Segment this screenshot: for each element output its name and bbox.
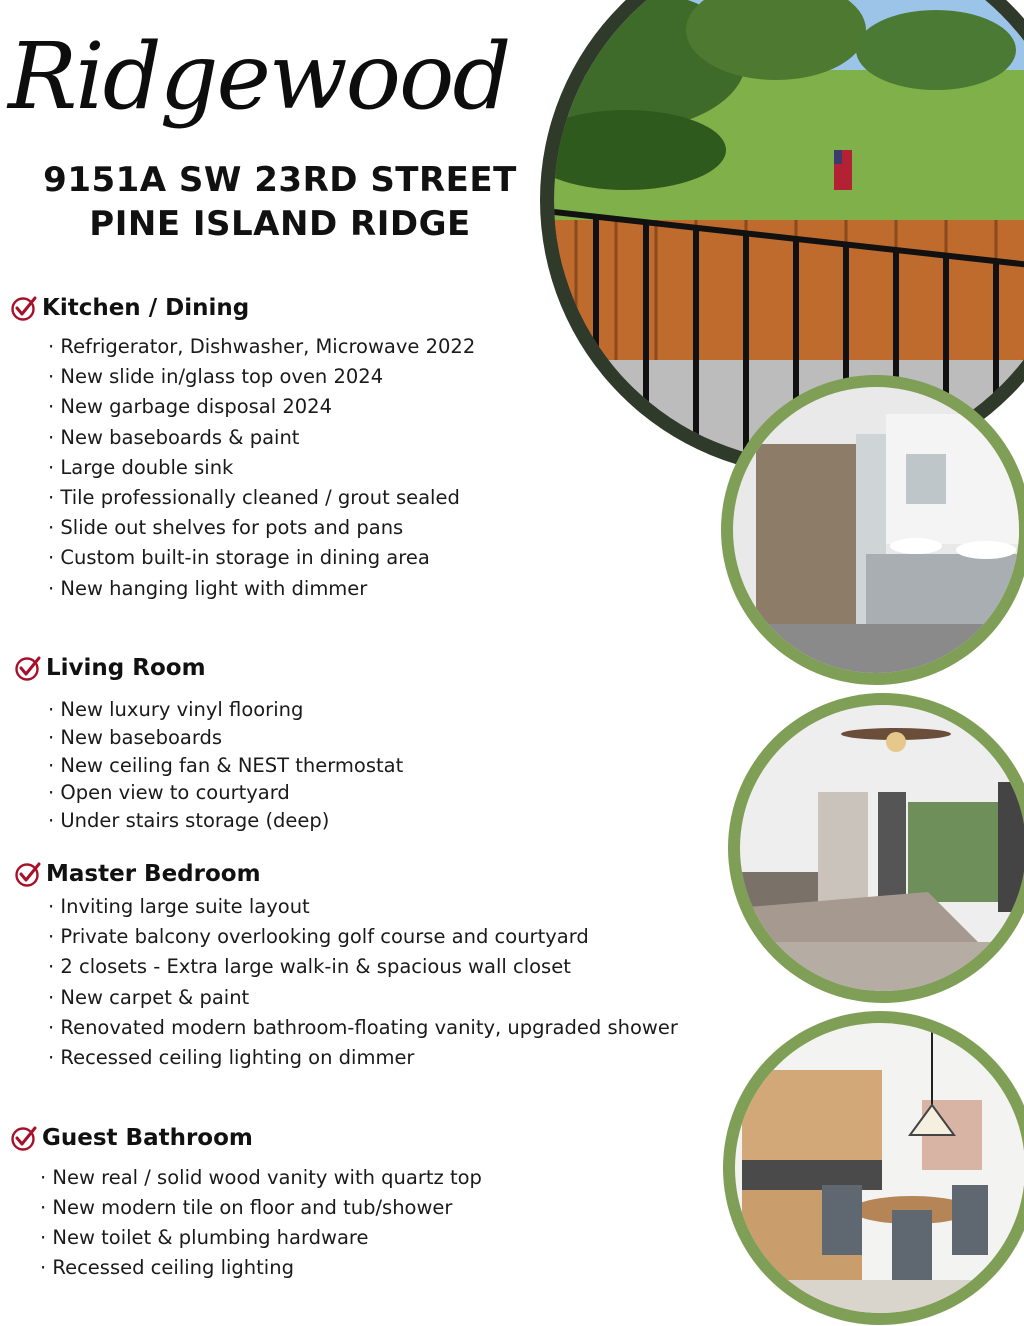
list-item: · New modern tile on floor and tub/shower (40, 1193, 482, 1223)
list-item: · New ceiling fan & NEST thermostat (48, 752, 403, 780)
bedroom-photo (728, 692, 1024, 1004)
master-bedroom-feature-list (48, 892, 678, 1073)
list-item: · Recessed ceiling lighting (40, 1253, 482, 1283)
list-item: · New baseboards (48, 724, 403, 752)
list-item: · New real / solid wood vanity with quartz top (40, 1163, 482, 1193)
list-item: · Renovated modern bathroom-floating vanity, upgraded shower (48, 1013, 678, 1043)
list-item: · Refrigerator, Dishwasher, Microwave 2022 (48, 332, 475, 362)
list-item: · New carpet & paint (48, 983, 678, 1013)
list-item: · New slide in/glass top oven 2024 (48, 362, 475, 392)
list-item: · Under stairs storage (deep) (48, 807, 403, 835)
list-item: · New toilet & plumbing hardware (40, 1223, 482, 1253)
list-item: · New garbage disposal 2024 (48, 392, 475, 422)
kitchen-feature-list (48, 332, 475, 604)
list-item: · 2 closets - Extra large walk-in & spacious wall closet (48, 952, 678, 982)
section-heading-living-room (14, 654, 206, 682)
list-item: · Slide out shelves for pots and pans (48, 513, 475, 543)
section-heading-guest-bathroom (10, 1124, 253, 1152)
address-line-2: PINE ISLAND RIDGE (89, 204, 471, 244)
list-item: · Custom built-in storage in dining area (48, 543, 475, 573)
section-heading-label: Master Bedroom (46, 861, 261, 887)
section-heading-master-bedroom (14, 860, 261, 888)
living-room-feature-list (48, 696, 403, 835)
list-item: · New baseboards & paint (48, 423, 475, 453)
check-circle-icon (10, 1124, 38, 1152)
check-circle-icon (14, 860, 42, 888)
list-item: · Large double sink (48, 453, 475, 483)
section-heading-kitchen (10, 294, 249, 322)
list-item: · New luxury vinyl flooring (48, 696, 403, 724)
list-item: · Inviting large suite layout (48, 892, 678, 922)
section-heading-label: Living Room (46, 655, 206, 681)
check-circle-icon (14, 654, 42, 682)
section-heading-label: Guest Bathroom (42, 1125, 253, 1151)
section-heading-label: Kitchen / Dining (42, 295, 250, 321)
kitchen-dining-photo (722, 1010, 1024, 1326)
list-item: · Private balcony overlooking golf course and courtyard (48, 922, 678, 952)
guest-bathroom-feature-list (40, 1163, 482, 1283)
bathroom-photo (716, 374, 1024, 686)
list-item: · Open view to courtyard (48, 779, 403, 807)
address-line-1: 9151A SW 23RD STREET (43, 160, 517, 200)
list-item: · Tile professionally cleaned / grout sealed (48, 483, 475, 513)
check-circle-icon (10, 294, 38, 322)
list-item: · New hanging light with dimmer (48, 574, 475, 604)
page-title: Ridgewood (8, 23, 510, 130)
list-item: · Recessed ceiling lighting on dimmer (48, 1043, 678, 1073)
